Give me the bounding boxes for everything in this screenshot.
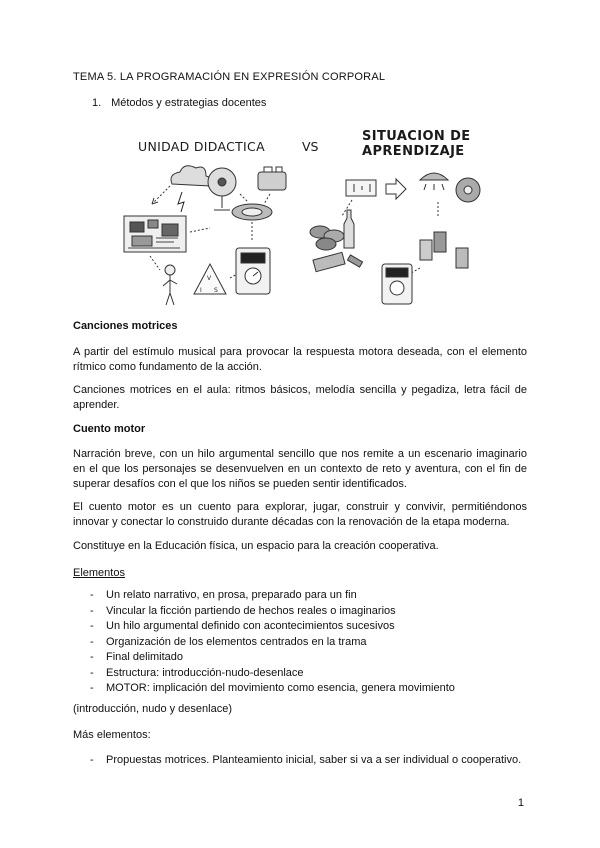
section-number: 1. (92, 97, 102, 109)
list-item: - Vincular la ficción partiendo de hechos reales o imaginarios (90, 604, 396, 617)
worker-figure-icon (163, 265, 177, 305)
lamp-icon (420, 173, 448, 190)
resistors-icon (313, 252, 363, 271)
cuento-paragraph-3: Constituye en la Educación física, un espacio para la creación cooperativa. (73, 540, 439, 552)
circuit-board-icon (124, 216, 186, 252)
canciones-paragraph-1: A partir del estímulo musical para provocar la respuesta motora deseada, con el elemento rítmico como fundamento de la acción. (73, 346, 527, 373)
fan-icon (208, 168, 236, 210)
canciones-heading: Canciones motrices (73, 320, 178, 332)
batteries-group-icon (420, 232, 468, 268)
list-item: - Organización de los elementos centrados en la trama (90, 635, 367, 648)
pyramid-letter-i: I (200, 287, 202, 294)
page-number: 1 (517, 797, 524, 809)
mas-elementos-label: Más elementos: (73, 729, 151, 741)
toaster-icon (258, 167, 286, 190)
multimeter-right-icon (382, 264, 412, 304)
canciones-paragraph-2: Canciones motrices en el aula: ritmos básicos, melodía sencilla y pegadiza, letra fácil de aprender. (73, 384, 527, 411)
list-item: - Un hilo argumental definido con acontecimientos sucesivos (90, 620, 395, 632)
multimeter-icon (236, 248, 270, 294)
mas-elementos-list (73, 753, 527, 769)
comparison-illustration (120, 128, 490, 308)
situacion-title-line2: APRENDIZAJE (362, 144, 465, 159)
gear-icon (456, 178, 480, 202)
unidad-didactica-title: UNIDAD DIDACTICA (138, 139, 265, 154)
illustration-drawing (120, 128, 490, 308)
list-item: - Propuestas motrices. Planteamiento inicial, saber si va a ser individual o cooperativo. (90, 754, 522, 766)
elementos-heading: Elementos (73, 567, 125, 579)
list-item: - MOTOR: implicación del movimiento como esencia, genera movimiento (90, 682, 455, 694)
document-title: TEMA 5. LA PROGRAMACIÓN EN EXPRESIÓN CORPORAL (73, 71, 386, 83)
pyramid-letter-s: S (214, 287, 218, 294)
section-heading (92, 97, 266, 109)
cuento-heading: Cuento motor (73, 423, 146, 435)
elementos-list (73, 588, 527, 697)
list-item: - Final delimitado (90, 651, 184, 663)
estructura-note: (introducción, nudo y desenlace) (73, 703, 232, 715)
cloud-icon (171, 166, 211, 186)
right-arrow-icon (386, 179, 406, 199)
list-item: - Estructura: introducción-nudo-desenlace (90, 666, 304, 679)
pyramid-letter-v: V (207, 275, 212, 282)
coil-icon (232, 204, 272, 220)
situacion-title-line1: SITUACION DE (362, 129, 471, 144)
washers-icon (310, 226, 344, 250)
list-item: - Un relato narrativo, en prosa, preparado para un fin (90, 589, 357, 601)
cuento-paragraph-1: Narración breve, con un hilo argumental sencillo que nos remite a un escenario imaginario en el que los personajes se desenvuelven en un contexto de reto y aventura, con el fin de superar desafíos con el que los niños se pueden sentir identificados. (73, 448, 527, 490)
section-title: Métodos y estrategias docentes (111, 97, 267, 109)
vs-label: VS (302, 139, 319, 154)
battery-icon (346, 180, 376, 196)
cuento-paragraph-2: El cuento motor es un cuento para explorar, jugar, construir y convivir, permitiéndonos innovar y conectar lo construido durante décadas con la renovación de la etapa moderna. (73, 501, 527, 528)
bottle-icon (344, 210, 354, 248)
